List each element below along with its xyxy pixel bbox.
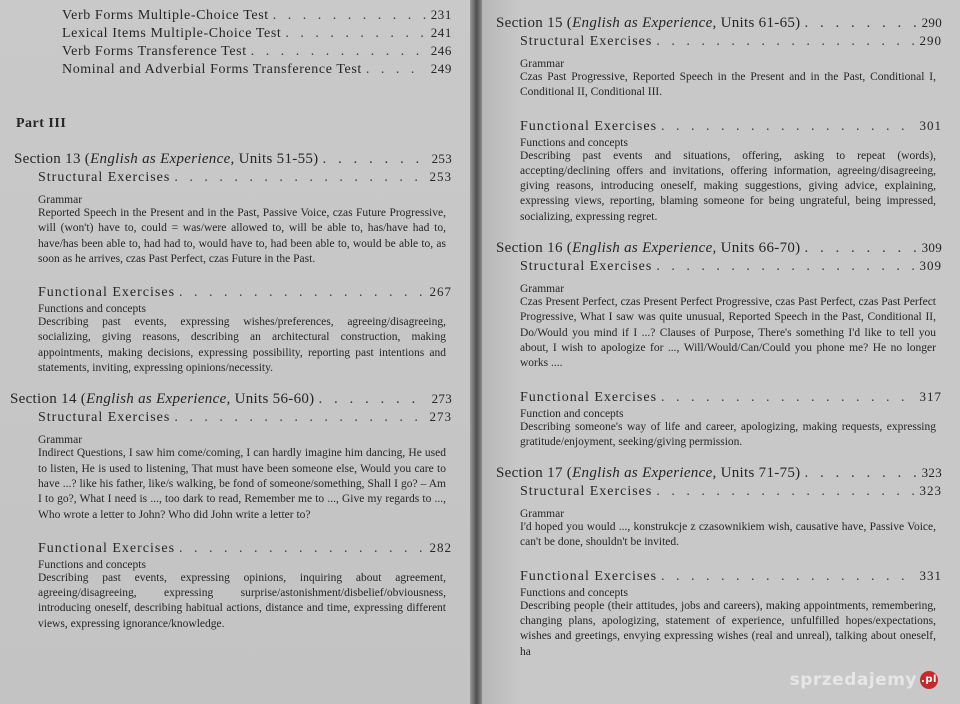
functions-text: Describing past events and situations, offering, asking to repeat (words), accepting/declining offers and invitations, offering information, agreeing/disagreeing, giving reasons, introducing oneself, making suggestions, giving advice, explaining, expressing views, reporting, blaming someone for being ungrateful, being impressed, socializing, expressing regret.	[520, 149, 936, 223]
grammar-text: Reported Speech in the Present and in the Past, Passive Voice, czas Future Progressive, will (won't) have to, could = was/were allowed to, will be able to, has/have had to, have/has been able to, had had to, would have to, had been able to, would be able to, as soon as he arrives, czas Past Perfect, czas Future in the Past.	[38, 207, 446, 265]
leader-dots	[174, 409, 425, 426]
grammar-label: Grammar	[38, 194, 83, 206]
section-page: 290	[921, 15, 942, 30]
grammar-text: Czas Past Progressive, Reported Speech in the Present and in the Past, Conditional I, Conditional II, Conditional III.	[520, 71, 936, 99]
section-14	[10, 390, 452, 632]
leader-dots	[804, 15, 916, 32]
toc-entry-title: Lexical Items Multiple-Choice Test	[62, 26, 282, 41]
toc-entry-title: Verb Forms Multiple-Choice Test	[62, 8, 269, 23]
functional-title: Functional Exercises	[520, 389, 658, 405]
grammar-text: Czas Present Perfect, czas Present Perfect Progressive, czas Past Perfect, czas Past Perfect Progressive, What I saw was quite unusual, Reported Speech in the Past, Conditional II, Do/Would you mind if I ...? Clauses of Purpose, There's something I'd like to tell you about, I wish to apologize for ..., Will/Would/Can/Could you phone me? He no longer works ....	[520, 296, 936, 370]
book-title: English as Experience,	[572, 240, 717, 257]
section-title	[496, 240, 800, 257]
functions-label: Function and concepts	[520, 407, 624, 420]
functional-page: 331	[919, 567, 942, 583]
section-heading	[14, 150, 452, 168]
section-units: Units 51-55)	[234, 151, 319, 167]
section-label: Section 15 (	[496, 15, 573, 31]
leader-dots	[661, 389, 915, 406]
leader-dots	[804, 465, 916, 482]
functional-entry	[496, 117, 942, 135]
leader-dots	[661, 568, 915, 585]
structural-page: 253	[429, 169, 452, 184]
toc-entry	[14, 6, 452, 24]
leader-dots	[656, 483, 915, 500]
structural-page: 323	[919, 483, 942, 499]
toc-entry-page: 241	[430, 25, 452, 40]
leader-dots	[179, 540, 425, 557]
structural-entry	[14, 408, 452, 426]
toc-entry	[14, 60, 452, 78]
watermark-logo	[790, 670, 938, 690]
section-page: 309	[921, 240, 942, 256]
structural-page: 273	[429, 409, 452, 425]
toc-entry-title: Nominal and Adverbial Forms Transference Test	[62, 62, 362, 77]
toc-entry-page: 231	[430, 7, 452, 22]
toc-entry-title: Verb Forms Transference Test	[62, 44, 247, 59]
grammar-label: Grammar	[520, 283, 565, 296]
right-page	[482, 0, 960, 704]
leader-dots	[273, 7, 426, 24]
toc-entry	[14, 42, 452, 60]
functions-label: Functions and concepts	[38, 303, 146, 316]
section-page: 323	[921, 465, 942, 481]
functional-title: Functional Exercises	[520, 568, 658, 584]
section-units: Units 61-65)	[716, 15, 801, 31]
leader-dots	[285, 25, 426, 42]
section-heading	[496, 464, 942, 482]
functional-title: Functional Exercises	[520, 118, 658, 134]
grammar-label: Grammar	[520, 508, 565, 521]
book-title: English as Experience,	[90, 151, 235, 167]
section-page: 273	[431, 391, 452, 407]
structural-title: Structural Exercises	[520, 34, 653, 49]
section-heading	[10, 390, 452, 408]
functional-title: Functional Exercises	[38, 285, 176, 301]
structural-entry	[496, 257, 942, 275]
functional-entry	[496, 388, 942, 406]
section-title	[496, 465, 800, 482]
section-label: Section 16 (	[496, 240, 573, 257]
part-title: Part III	[16, 116, 67, 131]
section-title	[496, 15, 800, 32]
section-units: Units 66-70)	[716, 240, 801, 257]
functions-text: Describing someone's way of life and career, apologizing, making requests, expressing gratitude/enjoyment, seeking/giving permission.	[520, 420, 936, 448]
functional-page: 301	[919, 117, 942, 133]
grammar-text: Indirect Questions, I saw him come/coming, I can hardly imagine him dancing, He used to listen, He is used to listening, That must have been someone else, Would you care to have ...? like his father, like/s walking, be fond of someone/something, Shall I go? – Am I to go?, What I need is ..., too dark to read, Remember me to ..., Give my regards to ..., Who wrote a letter to John? Who did John write a letter to?	[38, 447, 446, 521]
leader-dots	[366, 61, 426, 78]
grammar-label: Grammar	[520, 58, 565, 70]
structural-entry	[496, 482, 942, 500]
structural-title: Structural Exercises	[38, 170, 171, 185]
functional-entry	[14, 539, 452, 557]
section-label: Section 14 (	[10, 391, 87, 408]
leader-dots	[804, 240, 916, 257]
section-label: Section 13 (	[14, 151, 91, 167]
section-15	[496, 14, 942, 225]
structural-title: Structural Exercises	[520, 259, 653, 275]
watermark-text: sprzedajemy	[789, 670, 917, 690]
leader-dots	[661, 118, 915, 135]
functions-label: Functions and concepts	[38, 558, 146, 571]
section-units: Units 56-60)	[230, 391, 315, 408]
toc-entry-page: 249	[430, 61, 452, 76]
leader-dots	[179, 284, 425, 301]
structural-entry	[496, 32, 942, 50]
watermark-badge: .pl	[920, 671, 938, 689]
book-title: English as Experience,	[572, 15, 717, 31]
structural-page: 309	[919, 258, 942, 274]
functions-text: Describing past events, expressing wishes/preferences, agreeing/disagreeing, socializing, giving reasons, describing an architectural construction, making appointments, making decisions, expressing possibility, reporting past intentions and statements, inviting, expressing opinions/necessity.	[38, 316, 446, 375]
functions-label: Functions and concepts	[520, 586, 628, 599]
functional-page: 267	[429, 284, 452, 300]
toc-entry	[14, 24, 452, 42]
leader-dots	[322, 151, 426, 168]
section-17	[496, 464, 942, 660]
book-gutter	[470, 0, 482, 704]
functional-title: Functional Exercises	[38, 540, 176, 556]
section-label: Section 17 (	[496, 465, 573, 482]
book-title: English as Experience,	[572, 465, 717, 482]
functional-page: 282	[429, 539, 452, 555]
leader-dots	[656, 258, 915, 275]
section-page: 253	[431, 151, 452, 166]
functional-entry	[14, 283, 452, 301]
section-units: Units 71-75)	[716, 465, 801, 482]
book-title: English as Experience,	[86, 391, 231, 408]
structural-title: Structural Exercises	[520, 484, 653, 500]
leader-dots	[656, 33, 915, 50]
section-heading	[496, 14, 942, 32]
section-16	[496, 239, 942, 450]
toc-entry-page: 246	[430, 43, 452, 58]
section-title	[10, 391, 314, 408]
section-heading	[496, 239, 942, 257]
leader-dots	[251, 43, 426, 60]
grammar-label: Grammar	[38, 434, 83, 447]
functions-text: Describing people (their attitudes, jobs and careers), making appointments, remembering, changing plans, apologizing, statement of experience, unfulfilled hopes/expectations, wishes and greetings, envying expressing wishes (real and unreal), talking about oneself, ha	[520, 599, 936, 658]
leader-dots	[174, 169, 425, 186]
structural-title: Structural Exercises	[38, 410, 171, 426]
section-13	[14, 150, 452, 376]
grammar-text: I'd hoped you would ..., konstrukcje z czasownikiem wish, causative have, Passive Voice, can't be done, shouldn't be invited.	[520, 521, 936, 549]
functions-text: Describing past events, expressing opinions, inquiring about agreement, agreeing/disagreeing, expressing surprise/astonishment/disbelief/obviousness, introducing oneself, describing habitual actions, distance and time, expressing different views, expressing ignorance/knowledge.	[38, 571, 446, 630]
left-page	[0, 0, 470, 704]
tests-list	[14, 6, 452, 78]
functions-label: Functions and concepts	[520, 136, 628, 149]
functional-page: 317	[919, 388, 942, 404]
functional-entry	[496, 567, 942, 585]
leader-dots	[318, 391, 426, 408]
structural-entry	[14, 168, 452, 186]
structural-page: 290	[919, 33, 942, 48]
section-title	[14, 151, 318, 168]
